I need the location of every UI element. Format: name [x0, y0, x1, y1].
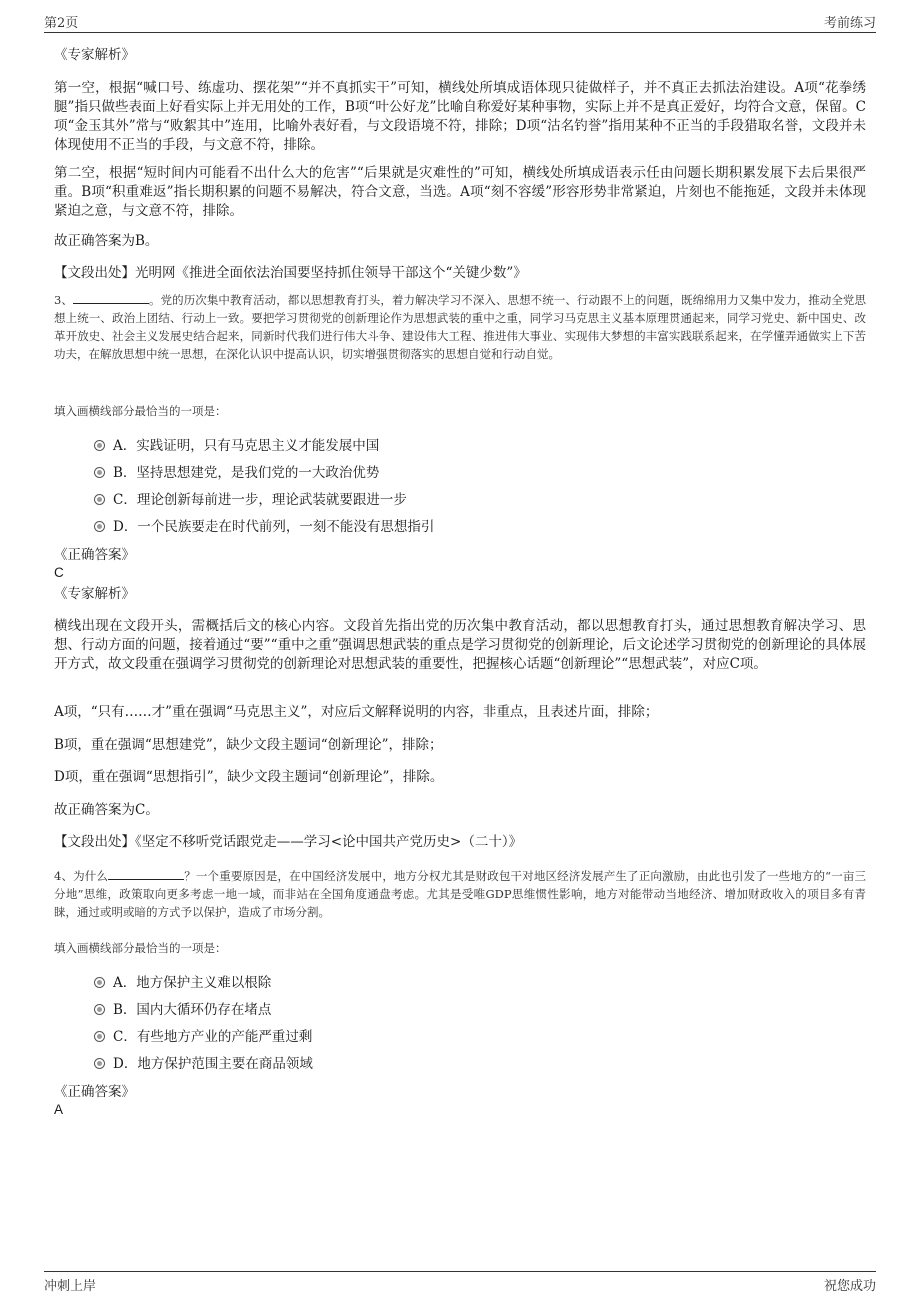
- page-header: [44, 10, 876, 33]
- footer-left: 冲刺上岸: [44, 1279, 97, 1294]
- question-3-stem: [54, 291, 866, 363]
- page-footer: [44, 1271, 876, 1296]
- question-prompt: 填入画横线部分最恰当的一项是：: [54, 941, 227, 955]
- analysis-paragraph: D项，重在强调“思想指引”，缺少文段主题词“创新理论”，排除。: [54, 769, 444, 785]
- radio-icon[interactable]: [94, 467, 105, 478]
- question-prompt: 填入画横线部分最恰当的一项是：: [54, 404, 227, 418]
- conclusion: 故正确答案为B。: [54, 233, 159, 249]
- option-a[interactable]: [94, 437, 379, 455]
- radio-icon[interactable]: [94, 1004, 105, 1015]
- option-label: D．地方保护范围主要在商品领域: [113, 1056, 313, 1072]
- radio-icon[interactable]: [94, 1058, 105, 1069]
- page-number: 第2页: [44, 16, 79, 31]
- radio-icon[interactable]: [94, 494, 105, 505]
- answer-label: 《正确答案》: [54, 1084, 135, 1100]
- option-b[interactable]: [94, 1001, 271, 1019]
- option-label: B．国内大循环仍存在堵点: [113, 1002, 272, 1018]
- radio-icon[interactable]: [94, 521, 105, 532]
- option-c[interactable]: [94, 491, 407, 509]
- footer-right: 祝您成功: [823, 1279, 876, 1294]
- analysis-paragraph: 第二空，根据“短时间内可能看不出什么大的危害”“后果就是灾难性的”可知，横线处所填成语表示任由问题长期积累发展下去后果很严重。B项“积重难返”指长期积累的问题不易解决，符合文意，当选。A项“刻不容缓”形容形势非常紧迫，片刻也不能拖延，文段并未体现紧迫之意，与文意不符，排除。: [54, 165, 866, 219]
- analysis-paragraph: B项，重在强调“思想建党”，缺少文段主题词“创新理论”，排除；: [54, 737, 443, 753]
- question-text: ？一个重要原因是，在中国经济发展中，地方分权尤其是财政包干对地区经济发展产生了正向激励，由此也引发了一些地方的“一亩三分地”思维，政策取向更多考虑一地一域，而非站在全国角度通盘考虑。尤其是受唯GDP思维惯性影响，地方对能带动当地经济、增加财政收入的项目多有青睐，通过或明或暗的方式予以保护，造成了市场分割。: [54, 869, 866, 919]
- option-d[interactable]: [94, 1055, 313, 1073]
- question-4-stem: [54, 867, 866, 921]
- header-title: 考前练习: [823, 16, 876, 31]
- option-b[interactable]: [94, 464, 379, 482]
- analysis-paragraph: 横线出现在文段开头，需概括后文的核心内容。文段首先指出党的历次集中教育活动，都以思想教育打头，通过思想教育解决学习、思想、行动方面的问题，接着通过“要”“重中之重”强调思想武装的重点是学习贯彻党的创新理论，后文论述学习贯彻党的创新理论的具体展开方式，故文段重在强调学习贯彻党的创新理论对思想武装的重要性，把握核心话题“创新理论”“思想武装”，对应C项。: [54, 618, 866, 672]
- answer-value: C: [54, 565, 64, 580]
- expert-analysis-label: 《专家解析》: [54, 47, 135, 63]
- option-label: C．理论创新每前进一步，理论武装就要跟进一步: [113, 492, 407, 508]
- source-citation: 【文段出处】《坚定不移听党话跟党走——学习<论中国共产党历史>（二十）》: [54, 834, 523, 850]
- option-a[interactable]: [94, 974, 271, 992]
- fill-blank: [108, 869, 184, 880]
- option-d[interactable]: [94, 518, 434, 536]
- source-citation: 【文段出处】光明网《推进全面依法治国要坚持抓住领导干部这个“关键少数”》: [54, 265, 527, 281]
- option-label: A．地方保护主义难以根除: [113, 975, 272, 991]
- answer-label: 《正确答案》: [54, 547, 135, 563]
- analysis-paragraph: A项，“只有……才”重在强调“马克思主义”，对应后文解释说明的内容，非重点，且表述片面，排除；: [54, 704, 659, 720]
- answer-value: A: [54, 1102, 64, 1117]
- option-label: C．有些地方产业的产能严重过剩: [113, 1029, 313, 1045]
- option-label: D．一个民族要走在时代前列，一刻不能没有思想指引: [113, 519, 435, 535]
- option-label: A．实践证明，只有马克思主义才能发展中国: [113, 438, 380, 454]
- expert-analysis-label: 《专家解析》: [54, 586, 135, 602]
- analysis-paragraph: 第一空，根据“喊口号、练虚功、摆花架”“并不真抓实干”可知，横线处所填成语体现只徒做样子，并不真正去抓法治建设。A项“花拳绣腿”指只做些表面上好看实际上并无用处的工作，B项“叶公好龙”比喻自称爱好某种事物，实际上并不是真正爱好，均符合文意，保留。C项“金玉其外”常与“败絮其中”连用，比喻外表好看，与文段语境不符，排除；D项“沽名钓誉”指用某种不正当的手段猎取名誉，文段并未体现使用不正当的手段，与文意不符，排除。: [54, 80, 866, 153]
- question-text: 。党的历次集中教育活动，都以思想教育打头，着力解决学习不深入、思想不统一、行动跟不上的问题，既绵绵用力又集中发力，推动全党思想上统一、政治上团结、行动上一致。要把学习贯彻党的创新理论作为思想武装的重中之重，同学习马克思主义基本原理贯通起来，同学习党史、新中国史、改革开放史、社会主义发展史结合起来，同新时代我们进行伟大斗争、建设伟大工程、推进伟大事业、实现伟大梦想的丰富实践联系起来，在学懂弄通做实上下苦功夫，在解放思想中统一思想，在深化认识中提高认识，切实增强贯彻落实的思想自觉和行动自觉。: [54, 293, 866, 361]
- option-c[interactable]: [94, 1028, 312, 1046]
- conclusion: 故正确答案为C。: [54, 802, 159, 818]
- radio-icon[interactable]: [94, 440, 105, 451]
- radio-icon[interactable]: [94, 977, 105, 988]
- option-label: B．坚持思想建党，是我们党的一大政治优势: [113, 465, 380, 481]
- fill-blank: [73, 293, 149, 304]
- question-number: 4、为什么: [54, 869, 109, 883]
- question-number: 3、: [54, 293, 73, 307]
- radio-icon[interactable]: [94, 1031, 105, 1042]
